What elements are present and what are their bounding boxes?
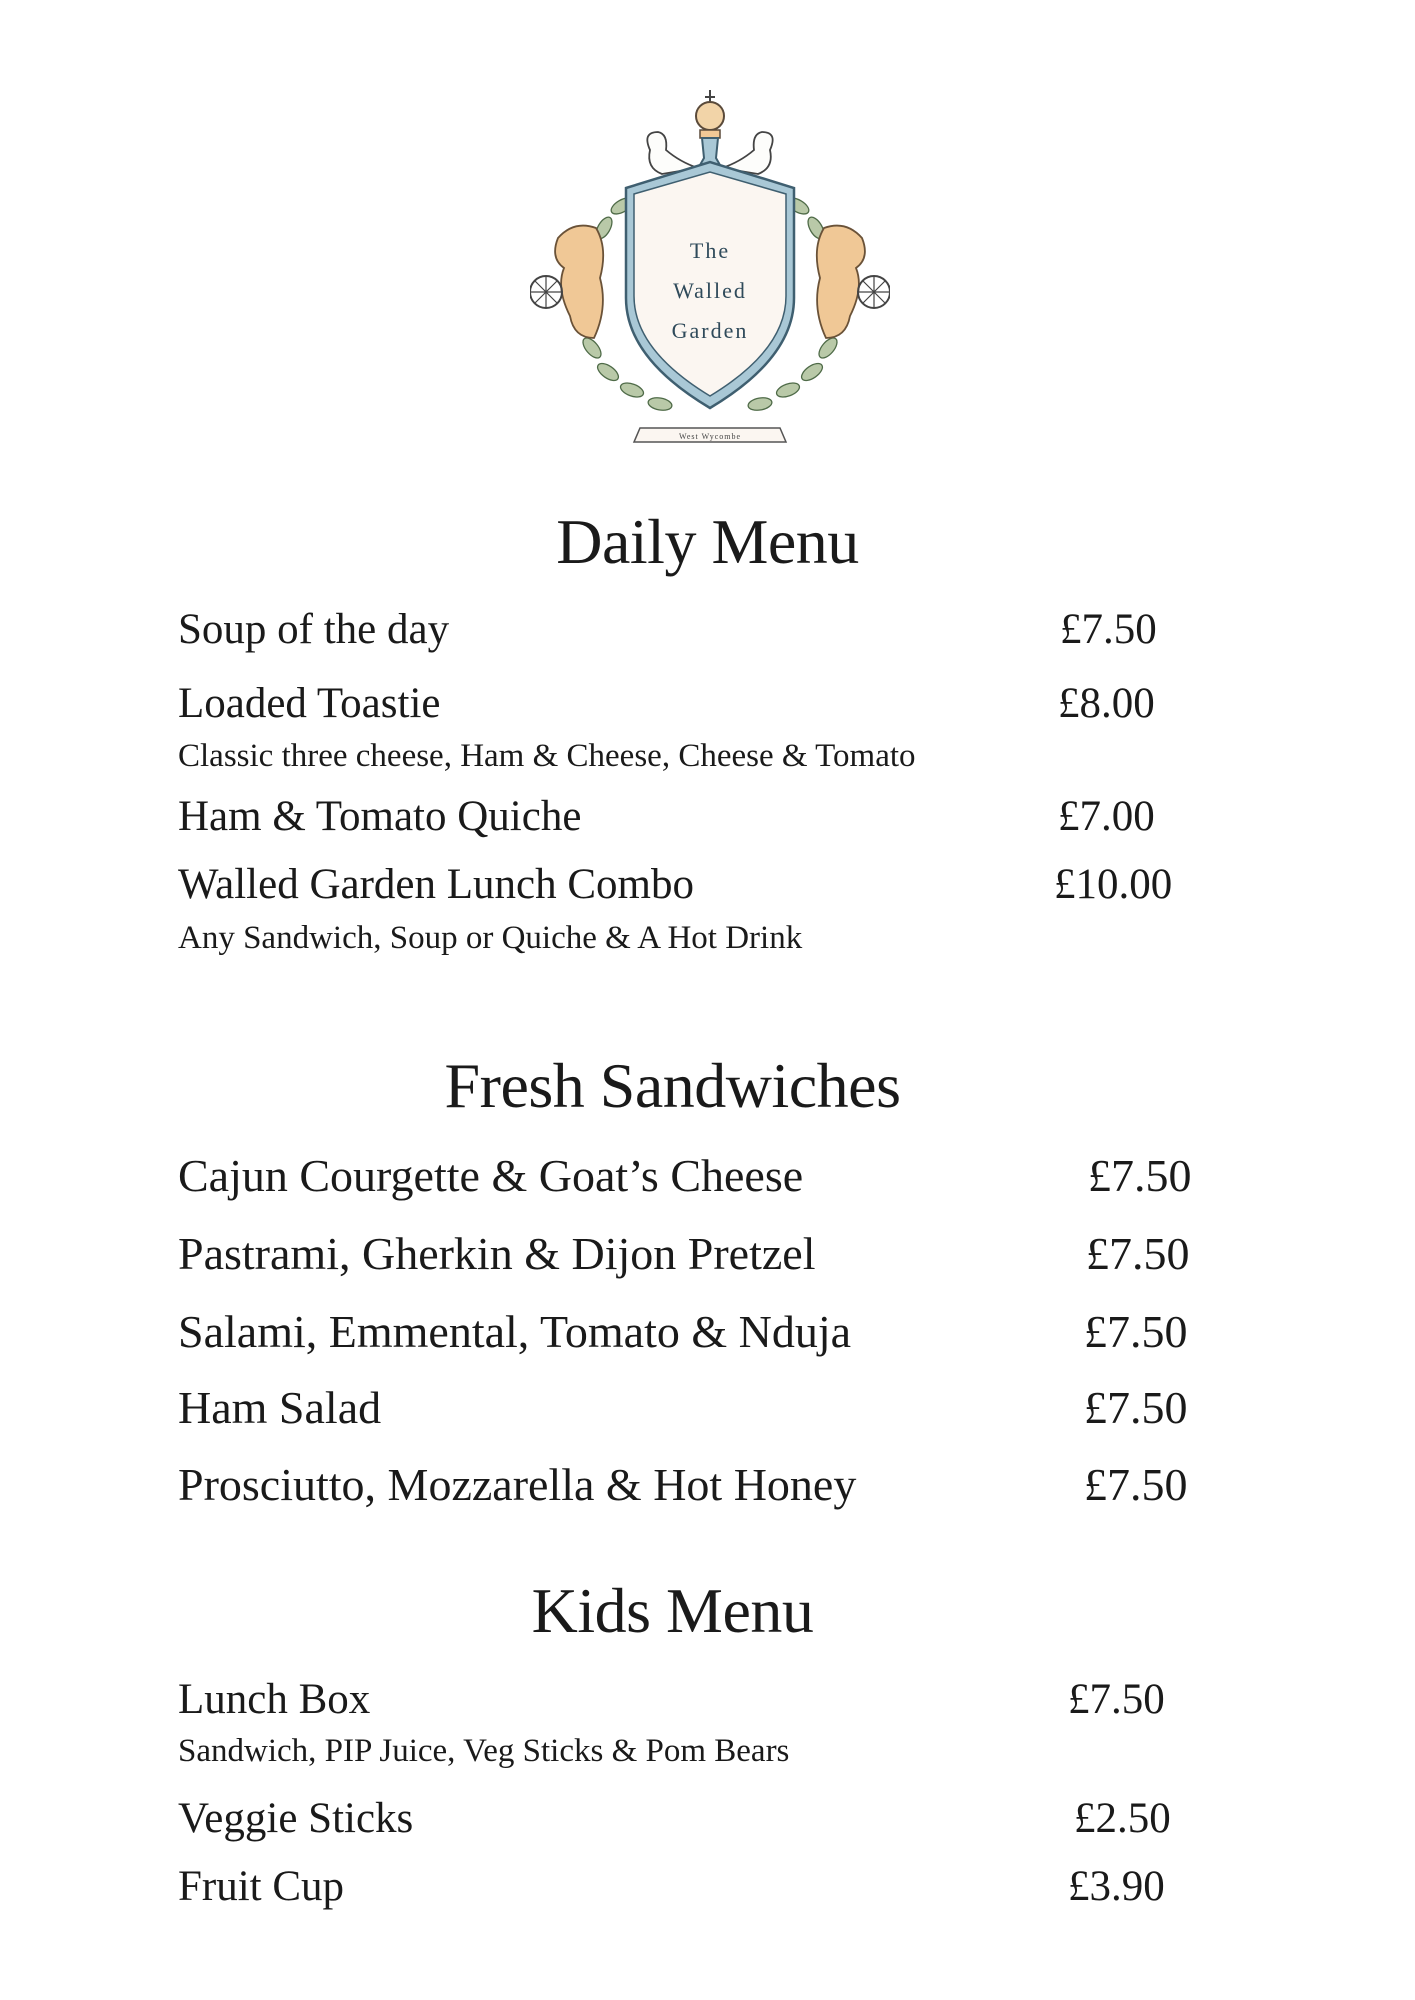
svg-text:Garden: Garden <box>671 318 749 343</box>
menu-item-name: Fruit Cup <box>178 1863 345 1910</box>
menu-item-name: Ham Salad <box>178 1382 382 1433</box>
menu-item-price: £2.50 <box>1074 1795 1171 1842</box>
menu-item-description: Sandwich, PIP Juice, Veg Sticks & Pom Bears <box>178 1733 790 1769</box>
menu-item-name: Pastrami, Gherkin & Dijon Pretzel <box>178 1228 816 1279</box>
kids-menu-heading: Kids Menu <box>531 1575 814 1646</box>
walled-garden-crest-logo <box>530 88 890 458</box>
menu-item-name: Walled Garden Lunch Combo <box>178 861 694 908</box>
menu-item-name: Prosciutto, Mozzarella & Hot Honey <box>178 1459 857 1510</box>
svg-text:The: The <box>689 238 731 263</box>
menu-item-price: £7.00 <box>1058 793 1155 840</box>
menu-item-price: £7.50 <box>1084 1459 1188 1510</box>
menu-item-price: £7.50 <box>1088 1150 1192 1201</box>
menu-item-price: £7.50 <box>1060 606 1157 653</box>
menu-item-name: Ham & Tomato Quiche <box>178 793 582 840</box>
menu-item-price: £8.00 <box>1058 680 1155 727</box>
menu-item-name: Lunch Box <box>178 1676 371 1723</box>
daily-menu-heading: Daily Menu <box>556 506 859 577</box>
menu-item-name: Salami, Emmental, Tomato & Nduja <box>178 1306 852 1357</box>
menu-item-name: Cajun Courgette & Goat’s Cheese <box>178 1150 804 1201</box>
menu-item-price: £7.50 <box>1084 1306 1188 1357</box>
menu-item-price: £10.00 <box>1054 861 1173 908</box>
menu-item-description: Any Sandwich, Soup or Quiche & A Hot Drink <box>178 920 803 956</box>
menu-item-price: £7.50 <box>1086 1228 1190 1279</box>
menu-item-name: Loaded Toastie <box>178 680 441 727</box>
svg-text:Walled: Walled <box>673 278 747 303</box>
menu-item-name: Soup of the day <box>178 606 450 653</box>
menu-item-description: Classic three cheese, Ham & Cheese, Cheese & Tomato <box>178 738 916 774</box>
menu-item-name: Veggie Sticks <box>178 1795 414 1842</box>
fresh-sandwiches-heading: Fresh Sandwiches <box>444 1050 901 1121</box>
menu-item-price: £7.50 <box>1068 1676 1165 1723</box>
menu-item-price: £7.50 <box>1084 1382 1188 1433</box>
svg-text:West Wycombe: West Wycombe <box>678 432 742 441</box>
menu-item-price: £3.90 <box>1068 1863 1165 1910</box>
